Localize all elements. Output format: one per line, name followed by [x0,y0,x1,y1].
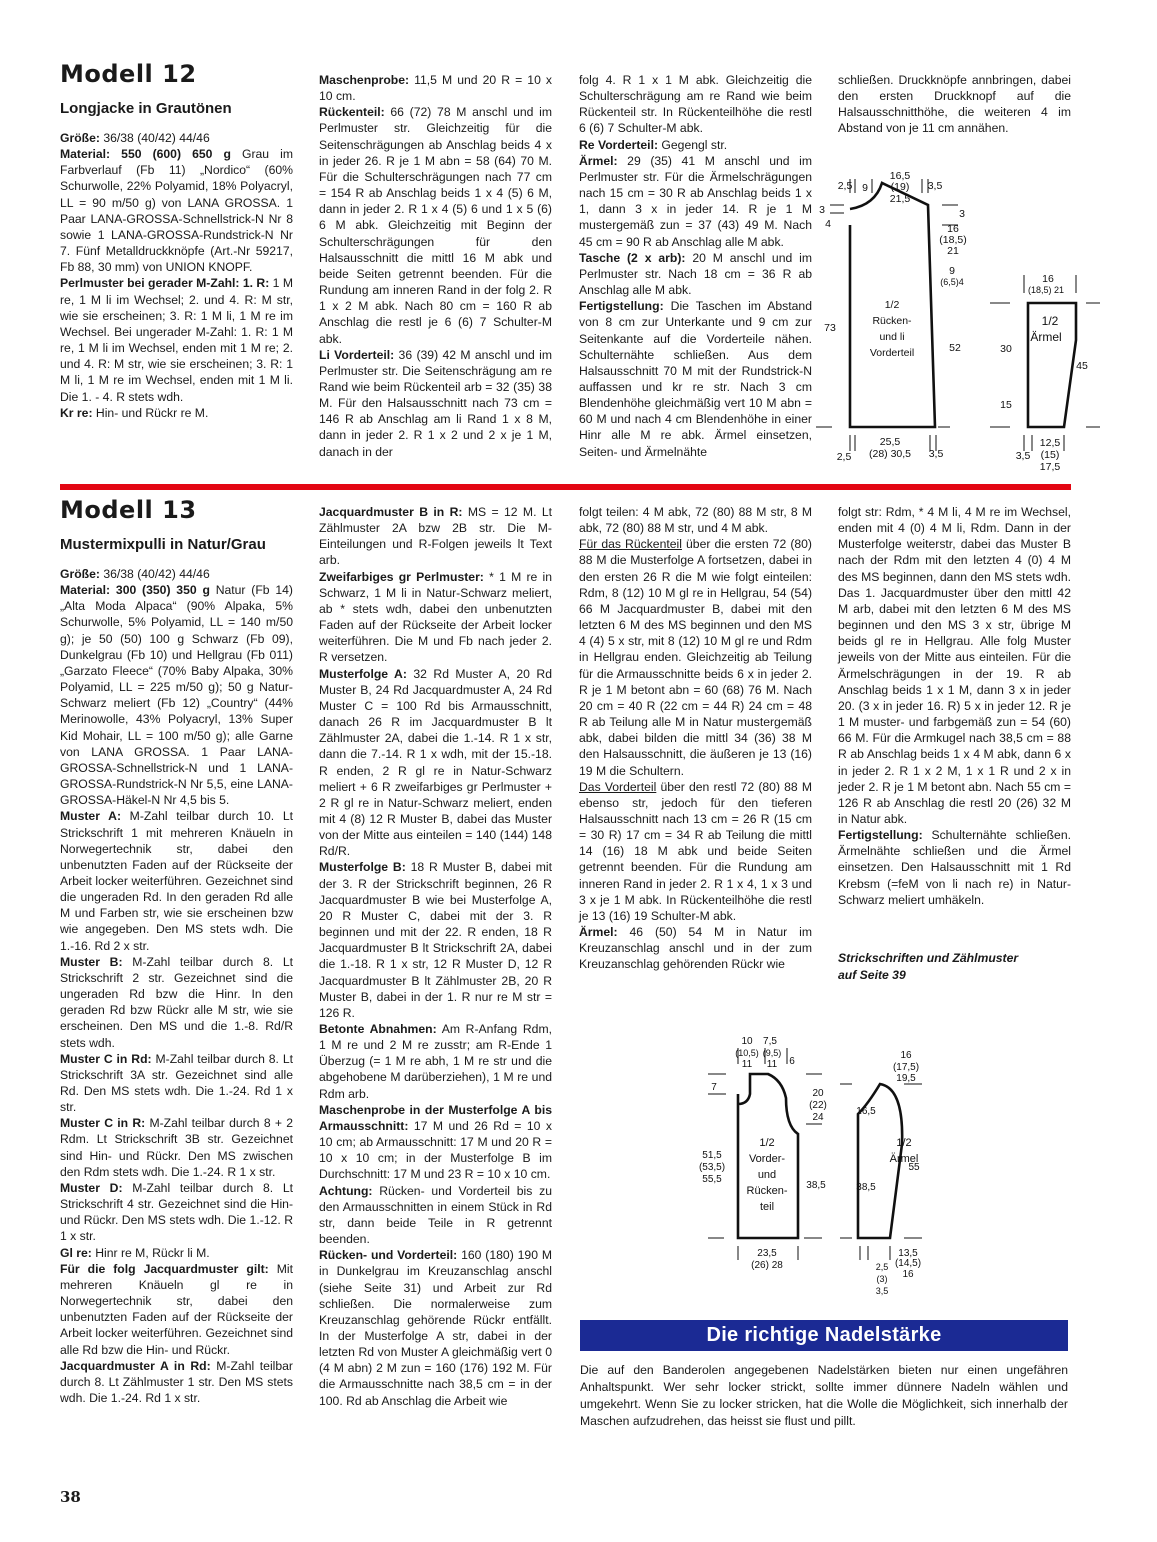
d13-bottom1: 23,5 [757,1248,777,1259]
paragraph [60,1051,293,1116]
paragraph-text: M-Zahl teilbar durch 8. Lt Strickschrift 3A str. Gezeichnet sind alle Rd. Den MS stets wdh. Die 1.-24. Rd 1 x str. [60,1051,294,1115]
d13-sb2: (14,5) [894,1258,922,1269]
d13-bottom2: (26) 28 [751,1260,783,1271]
paragraph [60,146,293,275]
paragraph [579,250,812,298]
model13-subtitle: Mustermixpulli in Natur/Grau [60,536,266,553]
paragraph [60,405,293,421]
paragraph [319,347,552,460]
paragraph-lead: Jacquardmuster A in Rd: [60,1358,211,1373]
paragraph [60,1358,293,1406]
paragraph [838,504,1071,827]
paragraph-lead: Rücken- und Vorderteil: [319,1248,458,1263]
model12-col4: schließen. Druckknöpfe annbringen, dabei den ersten Druckknopf auf die Halsausschnitthöhe, die weiteren 4 im Abstand von je 11 cm annähen. [838,73,1071,136]
paragraph-text: Am R-Anfang Rdm, 1 M re und 2 M re zusstr; am R-Ende 1 Überzug (= 1 M re abh, 1 M re str und die abgehobene M darüberziehen), 1 M re und Rdm arb. [319,1022,552,1101]
d12-sl-l2: Ärmel [1030,330,1062,344]
paragraph-text: 1 M re, 1 M li im Wechsel; 2. und 4. R: M str, wie sie erscheinen; 3. R: 1 M li, 1 M re im Wechsel. Bei ungerader M-Zahl: 1. R: 1 M re, 1 M li im Wechsel, enden mit 1 M re; 2. und 4. R: M str, wie sie erscheinen; 3. R: 1 M li, 1 M re im Wechsel, enden mit 1 M li. Die 1. - 4. R stets wdh. [60,276,294,404]
model13-col2 [319,504,552,1409]
d12-sl-top1: 16 [1042,273,1054,285]
paragraph-lead: Muster C in R: [60,1116,146,1131]
d12-left-mid: 9 [862,182,868,194]
paragraph [579,536,812,778]
paragraph-text: Gegengl str. [658,137,728,152]
paragraph-text: * 1 M re in Schwarz, 1 M li in Natur-Schwarz meliert, ab * stets wdh, dabei den unbenutzten Faden auf der Rückseite der Arbeit locker weiterführen. Die M und Fb nach jeder 2. R versetzen. [319,569,552,665]
paragraph-text: 36 (39) 42 M anschl und im Perlmuster str. Die Seitenschrägung am re Rand wie beim Rückenteil arb = 32 (35) 38 M. Für den Halsausschnitt nach 73 cm = 146 R ab Anschlag am li Rand 1 x 8 M, dann in jeder 2. R 1 x 2 und 2 x je 1 M, danach in der [319,347,552,459]
d13-sbl1: 2,5 [875,1262,889,1272]
section-divider [60,484,1071,490]
model13-col3 [579,504,812,973]
d12-bottom-r: 3,5 [928,448,944,460]
paragraph [60,1115,293,1180]
d13-body-l2: Vorder- [748,1153,786,1165]
paragraph-text: 46 (50) 54 M in Natur im Kreuzanschlag anschl und in der zum Kreuzanschlag gehörenden Rückr wie [579,925,812,972]
paragraph [579,924,812,972]
paragraph-text: über den restl 72 (80) 88 M ebenso str, jedoch für den tieferen Halsausschnitt nach 13 cm = 26 R (15 cm = 30 R) 17 cm = 34 R ab Teilung die mittl 14 (16) 18 M abk und beide Seiten getrennt beenden. Für die Rundung am inneren Rand in jeder 2. R 1 x 4, 1 x 3 und 3 x je 1 M abk. In Rückenteilhöhe die restl je 13 (16) 19 Schulter-M abk. [579,779,812,923]
paragraph-lead: Gl re: [60,1245,92,1260]
d12-sh-h3: 21 [947,245,959,257]
paragraph-lead: Muster B: [60,954,123,969]
paragraph-text: 36/38 (40/42) 44/46 [99,567,210,581]
d12-sl-h1: 30 [1000,343,1012,355]
infobox-title: Die richtige Nadelstärke [580,1320,1068,1351]
d12-body-l3: und li [879,331,905,343]
paragraph-lead: Muster C in Rd: [60,1051,152,1066]
d13-body-l4: Rücken- [746,1185,788,1197]
paragraph [319,569,552,666]
d13-body-l3: und [757,1169,777,1181]
model13-title: Modell 13 [60,496,197,524]
paragraph [60,275,293,404]
d12-height-side: 52 [949,342,961,354]
d12-sl-b3: 17,5 [1039,461,1061,473]
infobox-text: Die auf den Banderolen angegebenen Nadelstärken bieten nur einen ungefähren Anhaltspunkt. Wer sehr locker strickt, sollte immer dünnere Nadeln wählen und umgekehrt. Wenn Sie zu locker stricken, hat die Wolle die Möglichkeit, sich innerhalb der Maschen aufzudrehen, das heisst sie flust und pillt. [580,1363,1068,1428]
paragraph-text: Die Taschen im Abstand von 8 cm zur Unterkante und 9 cm zur Seitenkante auf die Vorderteile nähen. Schulternähte schließen. Aus dem Halsausschnitt 70 M mit der Rundstrick-N auffassen und kr re str. Nach 3 cm Blendenhöhe gleichmäßig vert 10 M abn = 60 M und nach 4 cm Blendenhöhe in einer Hinr alle M re abk. Ärmel einsetzen, Seiten- und Ärmelnähte [579,299,812,459]
paragraph [319,1183,552,1248]
paragraph-lead: Perlmuster bei gerader M-Zahl: 1. R: [60,276,270,291]
paragraph [579,779,812,924]
d13-tb2: (9,5) [762,1048,782,1058]
paragraph [60,130,293,146]
d13-st2: (17,5) [892,1062,920,1073]
paragraph [838,827,1071,908]
paragraph-lead: Fertigstellung: [838,828,923,843]
paragraph-lead: Ärmel: [579,925,618,940]
d13-sb1: 13,5 [898,1248,918,1259]
paragraph-lead: Ärmel: [579,153,618,168]
d13-sl-side: 38,5 [856,1182,876,1193]
paragraph-text: 29 (35) 41 M anschl und im Perlmuster str. Für die Ärmelschrägungen nach 15 cm = 30 R ab Anschlag beids 1 x 1, dann 3 x in jeder 14. R je 1 M mustergemäß zun = 37 (43) 49 M. Nach 45 cm = 90 R ab Anschlag alle M abk. [579,153,812,249]
d12-sl-h2: 15 [1000,399,1012,411]
paragraph-lead: Material: 550 (600) 650 g [60,147,231,162]
pattern-reference-line1: Strickschriften und Zählmuster [838,951,1019,965]
paragraph [60,954,293,1051]
d12-sl-top2: (18,5) 21 [1027,285,1065,295]
paragraph-lead: Größe: [60,131,100,145]
paragraph-text: 66 (72) 78 M anschl und im Perlmuster str. Gleichzeitig für die Seitenschrägungen ab Anschlag beids 4 x in jeder 26. R je 1 M abn = 58 (64) 70 M. Für die Schulterschrägungen nach 77 cm = 154 R ab Anschlag beids 1 x 4 (5) 6 M, dann in jeder 2. R 1 x 4 (5) 6 und 1 x 5 (6) 6 M abk. Gleichzeitig mit Beginn der Schulterschrägungen für den Halsausschnitt die mittl 16 M abk und beide Seiten getrennt beenden. Für die Rundung am inneren Rand in der folg 2. R 1 x 2 M abk. Nach 80 cm = 160 R ab Anschlag die restl je 6 (6) 7 Schulter-M abk. [319,105,552,346]
d12-sh-h2: (18,5) [939,234,967,246]
paragraph-text: Hin- und Rückr re M. [92,405,209,420]
paragraph [579,153,812,250]
paragraph-text: folg 4. R 1 x 1 M abk. Gleichzeitig die Schulterschrägung am re Rand wie beim Rückenteil str. In Rückenteilhöhe die restl 6 (6) 7 Schulter-M abk. [579,73,812,136]
model12-col3 [579,72,812,460]
model12-col2 [319,72,552,460]
d12-sl-total: 45 [1076,360,1088,372]
d12-neck-b: 4 [825,218,831,230]
paragraph-lead: Muster A: [60,809,122,824]
paragraph [319,104,552,346]
paragraph-text: M-Zahl teilbar durch 8. Lt Strickschrift 2 str. Gezeichnet sind die ungeraden Rd bzw die Hinr. In den geraden Rd bzw Rückr alle M str, wie sie erscheinen. Den MS und die 1.-8. Rd/R stets wdh. [60,954,294,1050]
paragraph [319,1102,552,1183]
paragraph-lead: Musterfolge B: [319,860,406,875]
d13-body-l5: teil [759,1201,775,1213]
d13-arm-h2: (22) [809,1100,827,1111]
d13-sb3: 16 [902,1269,914,1280]
d12-body-l2: Rücken- [872,315,912,327]
d13-cap: 16,5 [856,1106,876,1117]
paragraph-text: 36/38 (40/42) 44/46 [99,131,210,145]
paragraph-text: Schulternähte schließen. Ärmelnähte schließen und die Ärmel einsetzen. Den Halsausschnitt mit 1 Rd Krebsm (=feM von li nach re) in Natur-Schwarz meliert umhäkeln. [838,828,1071,907]
d13-sbl3: 3,5 [875,1286,889,1296]
model12-schematic [810,165,1100,475]
d13-tb1: 7,5 [763,1036,777,1047]
pattern-reference-line2: auf Seite 39 [838,968,906,982]
model13-col1 [60,566,293,1406]
paragraph-text: M-Zahl teilbar durch 8. Lt Strickschrift 4 str. Gezeichnet sind die Hin- und Rückr. Den MS stets wdh. Die 1.-12. R 1 x str. [60,1180,294,1244]
paragraph-text: Mit mehreren Knäueln gl re in Norwegertechnik str, dabei den unbenutzten Faden auf der Rückseite der Arbeit locker weiterführen. Gezeichnet sind alle Rd bzw die Hin- und Rückr. [60,1261,293,1357]
paragraph-lead: Maschenprobe in der Musterfolge A bis Armausschnitt: [319,1102,552,1133]
paragraph-text: 160 (180) 190 M in Dunkelgrau im Kreuzanschlag anschl (siehe Seite 31) und Arbeit zur Rd schließen. Die normalerweise zum Kreuzanschlag gehörende Rückr entfällt. In der Musterfolge A str, dabei in der letzten Rd von Muster A gleichmäßig vert 0 (4 M abn) 2 M zun = 160 (176) 192 M. Für die Armausschnitte nach 38,5 cm = in der 100. Rd ab Anschlag die Arbeit wie [319,1248,552,1408]
d12-sl-b1: 12,5 [1039,437,1061,449]
paragraph-lead: Rückenteil: [319,105,385,120]
model13-col4 [838,504,1071,908]
d12-sl-l1: 1/2 [1041,314,1059,328]
paragraph [579,137,812,153]
paragraph-lead: Für die folg Jacquardmuster gilt: [60,1261,269,1276]
paragraph-text: 20 M anschl und im Perlmuster str. Nach 18 cm = 36 R ab Anschlag alle M abk. [579,250,812,298]
d12-height-total: 73 [824,322,836,334]
paragraph [60,582,293,808]
paragraph-lead: Achtung: [319,1183,373,1198]
d12-sl-b2: (15) [1040,449,1060,461]
paragraph-lead: Material: 300 (350) 350 g [60,583,210,598]
paragraph [319,859,552,1021]
paragraph [60,1180,293,1245]
d13-tb3: 11 [766,1059,778,1070]
paragraph-text: folgt str: Rdm, * 4 M li, 4 M re im Wechsel, enden mit 4 (0) 4 M li, Rdm. Dann in der Musterfolge weiterstr, dabei das Muster B nach der Rdm mit den letzten 4 (0) 4 M des MS beginnen, dann den MS stets wdh. Das 1. Jacquardmuster über den mittl 42 M arb, dabei mit den letzten 6 M des MS beginnen und den MS 3 x str, übrige M beids gl re in Hellgrau. Alle folg Muster jeweils von der Mitte aus einteilen. Für die Ärmelschrägungen in der 19. R ab Anschlag beids 1 x 1 M, dann 3 x in jeder 20. (3 x in jeder 16. R) 5 x in jeder 12. R je 1 M muster- und farbgemäß zun = 54 (60) 66 M. Für die Armkugel nach 38,5 cm = 88 R ab Anschlag beids 1 x 4 M abk, dann 6 x in jeder 2. R 1 x 2 M, 1 x 1 R und 2 x in jeder 2. R je 1 M betont abn. Nach 55 cm = 126 R ab Anschlag die restl 20 (26) 32 M in Natur abk. [838,505,1071,826]
model13-schematic [690,1034,980,1306]
underlined-lead: Für das Rückenteil [579,537,682,552]
paragraph-lead: Zweifarbiges gr Perlmuster: [319,569,484,584]
d12-bottom-l: 2,5 [836,451,852,463]
paragraph-text: 32 Rd Muster A, 20 Rd Muster B, 24 Rd Jacquardmuster A, 24 Rd Muster C = 100 Rd bis Armausschnitt, danach 26 R im Jacquardmuster B lt Zählmuster 2A, dabei die 1.-14. R 1 x str, dann die 7.-14. R 1 x wdh, mit der 15.-18. R enden, 2 R gl re in Natur-Schwarz meliert + 6 R zweifarbiges gr Perlmuster + 2 R gl re in Natur-Schwarz meliert, enden mit 4 (8) 12 R Muster B, dabei das Muster von der Mitte aus einteilen = 140 (144) 148 Rd/R. [319,666,552,859]
d12-sl-bl: 3,5 [1015,450,1031,462]
paragraph [319,72,552,104]
d13-arm-h1: 20 [812,1088,824,1099]
paragraph [319,504,552,569]
d12-sh-h1: 16 [947,223,959,235]
paragraph [60,808,293,953]
paragraph-text: Natur (Fb 14) „Alta Moda Alpaca“ (90% Alpaka, 5% Schurwolle, 5% Polyamid, LL = 140 m/50 g); je 50 (50) 100 g Schwarz (Fb 09), Dunkelgrau (Fb 10) und Hellgrau (Fb 011) „Garzato Fleece“ (70% Baby Alpaka, 30% Polyamid, LL = 225 m/50 g); 50 g Natur-Schwarz meliert (Fb 12) „Country“ (44% Merinowolle, 43% Polyacryl, 13% Super Kid Mohair, LL = 100 m/50 g); alle Garne von LANA GROSSA. 1 Paar LANA-GROSSA-Schnellstrick-N und 1 LANA-GROSSA-Rundstrick-N Nr 5,5, eine LANA-GROSSA-Häkel-N Nr 4,5 bis 5. [60,583,293,808]
paragraph [60,1245,293,1261]
paragraph-lead: Jacquardmuster B in R: [319,505,463,519]
paragraph-lead: Muster D: [60,1180,123,1195]
paragraph [319,666,552,860]
paragraph-text: M-Zahl teilbar durch 8. Lt Zählmuster 1 str. Den MS stets wdh. Die 1.-24. Rd 1 x str. [60,1358,293,1405]
d13-sl-l1: 1/2 [896,1137,912,1149]
d13-st1: 16 [900,1050,912,1061]
d12-bottom-w1: 25,5 [879,436,901,448]
d13-neck-drop: 7 [711,1082,717,1093]
paragraph-lead: Kr re: [60,405,93,420]
paragraph-text: M-Zahl teilbar durch 10. Lt Strickschrift 1 mit mehreren Knäueln in Norwegertechnik str, dabei den unbenutzten Faden auf der Rückseite der Arbeit locker weiterführen. Gezeichnet sind die ungeraden Rd. In den geraden Rd alle M und Farben str, wie sie erscheinen bzw wie angegeben. Den MS stets wdh. Die 1.-16. Rd 2 x str. [60,809,294,953]
model12-col1 [60,130,293,421]
d12-left-top: 2,5 [837,180,853,192]
model12-title: Modell 12 [60,60,197,88]
paragraph [60,1261,293,1358]
paragraph [579,504,812,536]
paragraph-lead: Tasche (2 x arb): [579,250,686,265]
d13-sl-total: 55 [908,1162,920,1173]
d13-ta2: (10,5) [735,1048,759,1058]
d13-sl-l2: Ärmel [889,1153,919,1165]
d13-st3: 19,5 [896,1073,916,1084]
paragraph-text: Hinr re M, Rückr li M. [91,1245,210,1260]
d12-sh-w2: (6,5)4 [940,277,964,287]
paragraph-text: Rücken- und Vorderteil bis zu den Armausschnitten in einem Stück in Rd str, dann beide Teile in R getrennt beenden. [319,1183,552,1247]
d13-body-l1: 1/2 [759,1137,775,1149]
paragraph-text: 11,5 M und 20 R = 10 x 10 cm. [319,73,552,104]
paragraph-lead: Größe: [60,567,100,581]
d13-total1: 51,5 [702,1150,722,1161]
paragraph-text: MS = 12 M. Lt Zählmuster 2A bzw 2B str. Die M-Einteilungen und R-Folgen jeweils lt Text arb. [319,505,552,568]
paragraph [60,566,293,582]
paragraph [579,298,812,460]
d12-body-l1: 1/2 [884,299,900,311]
d13-arm-h3: 24 [812,1112,824,1123]
paragraph-text: 17 M und 26 Rd = 10 x 10 cm; ab Armausschnitt: 17 M und 20 R = 10 x 10 cm; in der Musterfolge B im Durchschnitt: 17 M und 23 R = 10 x 10 cm. [319,1118,552,1182]
paragraph [319,1247,552,1409]
underlined-lead: Das Vorderteil [579,779,657,794]
model12-subtitle: Longjacke in Grautönen [60,100,232,117]
d13-side-h: 38,5 [806,1180,826,1191]
d12-bottom-w2: (28) 30,5 [868,448,912,460]
pattern-reference [838,950,1018,984]
d13-tc: 6 [789,1056,795,1067]
d12-top-w3: 21,5 [889,193,911,205]
paragraph-text: M-Zahl teilbar durch 8 + 2 Rdm. Lt Strickschrift 3B str. Gezeichnet sind Hin- und Rückr. Den MS zwischen den Rdm stets wdh. Die 1.-24. R 1 x str. [60,1116,294,1179]
paragraph-lead: Li Vorderteil: [319,347,395,362]
paragraph-lead: Betonte Abnahmen: [319,1022,437,1036]
d13-sbl2: (3) [876,1274,888,1284]
d12-top-w2: (19) [890,181,910,193]
d13-total2: (53,5) [698,1162,726,1173]
d13-total3: 55,5 [702,1174,722,1185]
paragraph [579,72,812,137]
paragraph-text: Grau im Farbverlauf (Fb 11) „Nordico“ (60% Schurwolle, 22% Polyamid, 18% Polyacryl, LL = 90 m/50 g) von LANA GROSSA. 1 Paar LANA-GROSSA-Schnellstrick-N Nr 8 sowie 1 LANA-GROSSA-Rundstrick-N Nr 7. Fünf Metalldruckknöpfe (Art.-Nr 59217, Fb 88, 30 mm) von UNION KNOPF. [60,147,293,275]
d12-shoulder-r: 3 [959,208,965,220]
d13-ta1: 10 [741,1036,753,1047]
paragraph-text: über die ersten 72 (80) 88 M die Musterfolge A fortsetzen, dabei in den ersten 26 R die M wie folgt einteilen: Rdm, 8 (12) 10 M gl re in Hellgrau, 54 (54) 66 M Jacquardmuster B, dabei mit den letzten 6 M des MS beginnen und den MS 4 (4) 5 x str, mit 8 (12) 10 M gl re und Rdm in Hellgrau enden. Gleichzeitig ab Teilung für die Armausschnitte beids 6 x in jeder 2. R je 1 M betont abn = 60 (68) 76 M. Nach 20 cm = 40 R (22 cm = 44 R) 24 cm = 48 R ab Teilung alle M in Natur mustergemäß abk, dabei bilden die mittl 34 (36) 38 M den Halsausschnitt, die äußeren je 13 (16) 19 M die Schultern. [579,537,812,778]
paragraph-lead: Maschenprobe: [319,73,410,87]
d13-ta3: 11 [741,1059,753,1070]
d12-top-w1: 16,5 [889,170,911,182]
d12-right-top: 3,5 [927,180,943,192]
paragraph-text: 18 R Muster B, dabei mit der 3. R der Strickschrift beginnen, 26 R Jacquardmuster B wie bei Musterfolge A, 20 R Muster C, dabei mit der 3. R beginnen und mit der 22. R enden, 18 R Jacquardmuster B lt Strickschrift 2A, dabei die 1.-18. R 1 x str, 12 R Muster D, 12 R Jacquardmuster B lt Zählmuster 2B, 20 R Muster B, dabei in der 1. R nur re M str = 126 R. [319,860,552,1020]
page-number: 38 [60,1488,81,1506]
paragraph-lead: Fertigstellung: [579,299,664,314]
d12-sh-w1: 9 [949,265,955,277]
paragraph-text: folgt teilen: 4 M abk, 72 (80) 88 M str, 8 M abk, 72 (80) 88 M str, und 4 M abk. [579,505,812,536]
d12-body-l4: Vorderteil [869,347,915,359]
paragraph [319,1021,552,1102]
paragraph-lead: Musterfolge A: [319,666,407,681]
paragraph-lead: Re Vorderteil: [579,137,659,152]
d12-neck-a: 3 [819,204,825,216]
